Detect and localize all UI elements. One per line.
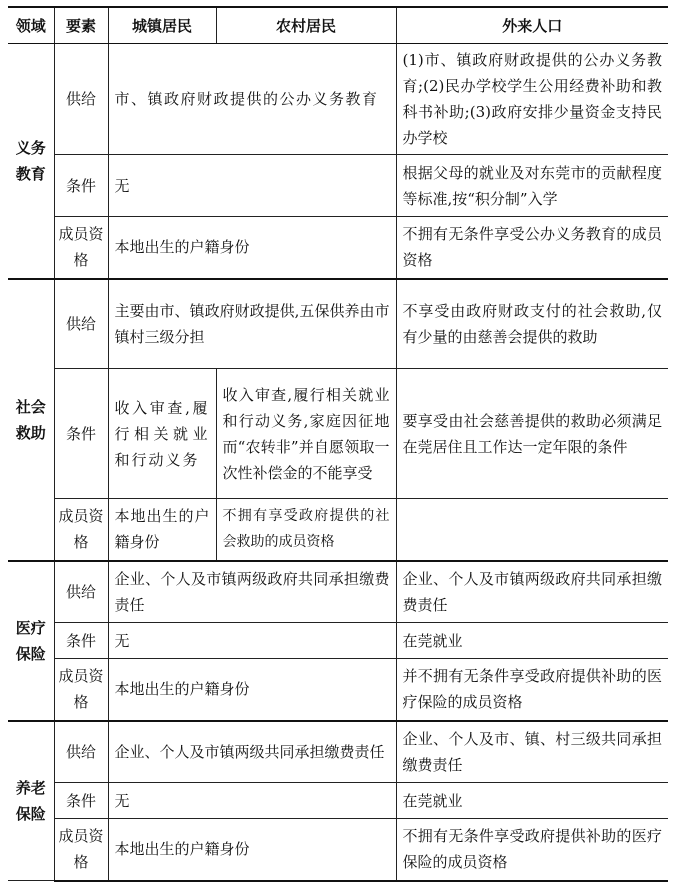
header-row (8, 7, 668, 44)
header-element: 要素 (54, 7, 108, 44)
rural-cell: 不拥有享受政府提供的社会救助的成员资格 (216, 499, 396, 561)
element-cell: 成员资格 (54, 217, 108, 279)
migrant-cell: 不拥有无条件享受政府提供补助的医疗保险的成员资格 (396, 819, 668, 881)
urban-cell: 本地出生的户籍身份 (108, 499, 216, 561)
table-row (8, 217, 668, 279)
residents-cell: 本地出生的户籍身份 (108, 819, 396, 881)
domain-cell-medical: 医疗保险 (8, 561, 54, 721)
element-cell: 条件 (54, 783, 108, 819)
table-row (8, 623, 668, 659)
migrant-cell: 不享受由政府财政支付的社会救助,仅有少量的由慈善会提供的救助 (396, 279, 668, 369)
migrant-cell: 根据父母的就业及对东莞市的贡献程度等标准,按“积分制”入学 (396, 155, 668, 217)
element-cell: 成员资格 (54, 499, 108, 561)
header-domain: 领域 (8, 7, 54, 44)
table-row (8, 721, 668, 783)
header-rural: 农村居民 (216, 7, 396, 44)
element-cell: 条件 (54, 155, 108, 217)
table-row (8, 819, 668, 881)
residents-cell: 市、镇政府财政提供的公办义务教育 (108, 44, 396, 155)
migrant-cell: (1)市、镇政府财政提供的公办义务教育;(2)民办学校学生公用经费补助和教科书补助;(3)政府安排少量资金支持民办学校 (396, 44, 668, 155)
migrant-cell: 在莞就业 (396, 623, 668, 659)
table-row (8, 155, 668, 217)
migrant-cell: 企业、个人及市镇两级政府共同承担缴费责任 (396, 561, 668, 623)
rural-cell: 收入审查,履行相关就业和行动义务,家庭因征地而“农转非”并自愿领取一次性补偿金的不能享受 (216, 369, 396, 499)
migrant-cell: 企业、个人及市、镇、村三级共同承担缴费责任 (396, 721, 668, 783)
migrant-cell (396, 499, 668, 561)
element-cell: 供给 (54, 721, 108, 783)
residents-cell: 无 (108, 623, 396, 659)
element-cell: 条件 (54, 623, 108, 659)
element-cell: 供给 (54, 561, 108, 623)
residents-cell: 无 (108, 783, 396, 819)
element-cell: 成员资格 (54, 659, 108, 721)
header-migrant: 外来人口 (396, 7, 668, 44)
residents-cell: 无 (108, 155, 396, 217)
element-cell: 供给 (54, 44, 108, 155)
element-cell: 条件 (54, 369, 108, 499)
residents-cell: 本地出生的户籍身份 (108, 217, 396, 279)
element-cell: 供给 (54, 279, 108, 369)
table-row (8, 659, 668, 721)
table-row (8, 279, 668, 369)
element-cell: 成员资格 (54, 819, 108, 881)
domain-cell-pension: 养老保险 (8, 721, 54, 881)
migrant-cell: 在莞就业 (396, 783, 668, 819)
residents-cell: 本地出生的户籍身份 (108, 659, 396, 721)
welfare-comparison-table-container (8, 6, 668, 882)
migrant-cell: 要享受由社会慈善提供的救助必须满足在莞居住且工作达一定年限的条件 (396, 369, 668, 499)
migrant-cell: 并不拥有无条件享受政府提供补助的医疗保险的成员资格 (396, 659, 668, 721)
table-row (8, 44, 668, 155)
residents-cell: 主要由市、镇政府财政提供,五保供养由市镇村三级分担 (108, 279, 396, 369)
table-row (8, 499, 668, 561)
welfare-comparison-table (8, 6, 668, 882)
domain-cell-assistance: 社会救助 (8, 279, 54, 561)
table-row (8, 783, 668, 819)
migrant-cell: 不拥有无条件享受公办义务教育的成员资格 (396, 217, 668, 279)
header-urban: 城镇居民 (108, 7, 216, 44)
residents-cell: 企业、个人及市镇两级政府共同承担缴费责任 (108, 561, 396, 623)
residents-cell: 企业、个人及市镇两级共同承担缴费责任 (108, 721, 396, 783)
table-row (8, 561, 668, 623)
urban-cell: 收入审查,履行相关就业和行动义务 (108, 369, 216, 499)
domain-cell-education: 义务教育 (8, 44, 54, 279)
table-row (8, 369, 668, 499)
